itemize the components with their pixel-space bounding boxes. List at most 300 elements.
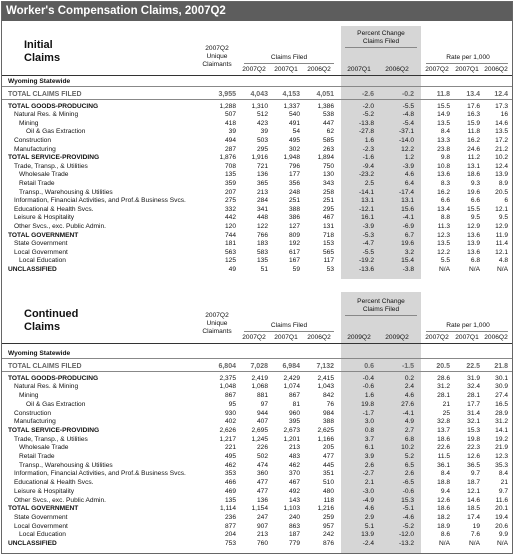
cell-value: -2.3: [362, 145, 374, 153]
cell-value: 32.4: [467, 383, 480, 391]
cell-value: 11.8: [436, 91, 450, 98]
claims-filed-underline: [244, 63, 334, 64]
cell-value: -5.5: [402, 102, 414, 110]
cell-value: -5.1: [402, 505, 414, 513]
row-label: TOTAL GOODS-PRODUCING: [8, 102, 99, 110]
cell-value: N/A: [497, 540, 508, 547]
cell-value: 81: [292, 400, 300, 408]
cell-value: 2,429: [283, 374, 300, 382]
region-label: [2, 349, 512, 358]
cell-value: 6.4: [404, 180, 414, 187]
cell-value: 12.4: [495, 162, 508, 170]
cell-value: 59: [292, 266, 300, 273]
cell-value: 135: [256, 257, 268, 265]
cell-value: 27.6: [401, 400, 414, 408]
cell-value: 6.6: [440, 197, 450, 205]
table-row: [2, 391, 512, 400]
cell-value: 1,074: [283, 383, 300, 391]
cell-value: 20.6: [495, 522, 508, 530]
cell-value: 19.8: [467, 435, 480, 443]
column-header: 2006Q2: [307, 66, 331, 73]
cell-value: 491: [288, 119, 300, 127]
table-row: [2, 382, 512, 391]
cell-value: 284: [256, 197, 268, 205]
cell-value: 32.1: [467, 418, 480, 426]
cell-value: 744: [224, 231, 236, 239]
cell-value: 617: [288, 248, 300, 256]
column-header: 2007Q2: [425, 334, 449, 341]
column-header: 2006Q2: [385, 66, 409, 73]
report-frame: [1, 1, 513, 554]
cell-value: 809: [288, 231, 300, 239]
cell-value: 1,166: [317, 435, 334, 443]
cell-value: 17.3: [495, 102, 508, 110]
cell-value: 0.2: [404, 374, 414, 382]
cell-value: 302: [288, 145, 300, 153]
table-row: [2, 539, 512, 548]
cell-value: 2,625: [317, 426, 334, 434]
cell-value: 20.5: [436, 363, 450, 370]
cell-value: 503: [256, 137, 268, 144]
cell-value: 15.5: [437, 102, 450, 110]
cell-value: 360: [256, 470, 268, 478]
table-row: [2, 443, 512, 452]
row-label: Information, Financial Activities, and Prof.& Business Svcs.: [14, 197, 186, 205]
cell-value: 708: [224, 162, 236, 170]
cell-value: 18.6: [437, 435, 450, 443]
cell-value: -13.2: [398, 540, 414, 547]
cell-value: -2.6: [361, 91, 374, 98]
cell-value: -14.0: [398, 137, 414, 144]
cell-value: 11.9: [495, 231, 508, 239]
cell-value: -3.9: [402, 162, 414, 170]
cell-value: 12.6: [437, 496, 450, 504]
column-header: 2006Q2: [307, 334, 331, 341]
unique-claimants-header: Claimants: [202, 328, 232, 335]
cell-value: N/A: [439, 266, 450, 273]
cell-value: 16.3: [467, 111, 480, 119]
row-label: Local Education: [19, 531, 66, 539]
row-label: Construction: [14, 409, 52, 417]
report-title: Worker's Compensation Claims, 2007Q2: [2, 2, 512, 21]
cell-value: -4.9: [362, 496, 374, 504]
unique-claimants-header: 2007Q2: [205, 312, 229, 319]
cell-value: 863: [288, 522, 300, 530]
table-row: [2, 452, 512, 461]
table-row: [2, 409, 512, 418]
cell-value: -6.5: [402, 479, 414, 487]
cell-value: 17.4: [467, 513, 480, 521]
cell-value: 6: [504, 197, 508, 205]
cell-value: 8.8: [440, 214, 450, 222]
cell-value: 21: [500, 479, 508, 487]
cell-value: 6.8: [470, 257, 480, 265]
cell-value: 27.4: [495, 392, 508, 400]
cell-value: 718: [322, 231, 334, 239]
row-label: Leisure & Hospitality: [14, 487, 75, 495]
cell-value: 12.3: [437, 231, 450, 239]
cell-value: 386: [288, 214, 300, 222]
row-label: TOTAL GOVERNMENT: [8, 231, 79, 239]
cell-value: 18.5: [467, 505, 480, 513]
cell-value: -0.4: [362, 374, 374, 382]
cell-value: 17.7: [467, 400, 480, 408]
cell-value: 13.6: [437, 171, 450, 179]
cell-value: 11.6: [495, 496, 508, 504]
cell-value: 97: [260, 400, 268, 408]
cell-value: 242: [322, 531, 334, 539]
cell-value: 120: [224, 223, 236, 230]
cell-value: 19.8: [361, 400, 374, 408]
cell-value: 1,217: [219, 435, 236, 443]
row-label: Educational & Health Svcs.: [14, 479, 94, 487]
cell-value: 466: [224, 479, 236, 487]
cell-value: 11.4: [495, 240, 508, 248]
cell-value: 957: [322, 522, 334, 530]
cell-value: 8.4: [498, 470, 508, 478]
cell-value: 477: [256, 479, 268, 487]
cell-value: 507: [224, 111, 236, 119]
cell-value: 480: [322, 487, 334, 495]
cell-value: 1,310: [251, 102, 268, 110]
cell-value: 18.6: [437, 505, 450, 513]
cell-value: 14.1: [495, 426, 508, 434]
cell-value: 8.3: [440, 180, 450, 187]
column-header: 2006Q2: [484, 334, 508, 341]
cell-value: 462: [224, 461, 236, 469]
cell-value: 13.1: [361, 197, 374, 205]
cell-value: 9.8: [440, 154, 450, 162]
rate-underline: [426, 63, 508, 64]
unique-claimants-header: Unique: [206, 53, 228, 60]
cell-value: 49: [228, 266, 236, 273]
cell-value: 31.4: [467, 409, 480, 417]
cell-value: 442: [224, 214, 236, 222]
table-row: [2, 374, 512, 383]
region-rule: [2, 86, 512, 87]
cell-value: 0.6: [364, 363, 374, 370]
cell-value: 1.6: [364, 137, 374, 144]
cell-value: 867: [224, 392, 236, 400]
cell-value: 263: [322, 145, 334, 153]
cell-value: 10.8: [437, 162, 450, 170]
cell-value: 495: [288, 137, 300, 144]
cell-value: 1,245: [251, 435, 268, 443]
cell-value: 12.9: [467, 223, 480, 230]
cell-value: 9.5: [498, 214, 508, 222]
cell-value: 13.4: [466, 91, 480, 98]
rate-per-1000-header: Rate per 1,000: [446, 54, 490, 61]
percent-change-underline: [345, 315, 417, 316]
cell-value: 2.4: [404, 383, 414, 391]
cell-value: -2.0: [362, 102, 374, 110]
cell-value: 31.9: [467, 374, 480, 382]
table-row: [2, 496, 512, 505]
cell-value: 721: [256, 162, 268, 170]
cell-value: -3.8: [402, 266, 414, 273]
cell-value: 13.5: [495, 128, 508, 136]
cell-value: 143: [288, 496, 300, 504]
cell-value: 127: [288, 223, 300, 230]
cell-value: 469: [224, 487, 236, 495]
cell-value: 21.8: [494, 363, 508, 370]
cell-value: 877: [224, 522, 236, 530]
section-title-line2: Claims: [24, 321, 61, 333]
cell-value: 287: [224, 145, 236, 153]
cell-value: 370: [288, 470, 300, 478]
cell-value: 17.6: [467, 102, 480, 110]
row-label: Trade, Transp., & Utilities: [14, 435, 88, 443]
cell-value: 11.8: [467, 128, 480, 136]
cell-value: 565: [322, 248, 334, 256]
row-label: Manufacturing: [14, 145, 56, 153]
percent-change-header: Claims Filed: [362, 306, 400, 313]
cell-value: 510: [322, 479, 334, 487]
cell-value: 36.1: [437, 461, 450, 469]
row-label: Transp., Warehousing & Utilities: [19, 188, 113, 196]
cell-value: 512: [256, 111, 268, 119]
cell-value: 17.2: [495, 137, 508, 144]
cell-value: 13.6: [467, 231, 480, 239]
cell-value: -37.1: [398, 128, 414, 136]
cell-value: 22.5: [466, 363, 480, 370]
cell-value: 295: [322, 205, 334, 213]
column-header: 2007Q1: [274, 66, 298, 73]
cell-value: N/A: [469, 266, 480, 273]
cell-value: 1,048: [219, 383, 236, 391]
cell-value: N/A: [439, 540, 450, 547]
cell-value: 12.2: [401, 145, 414, 153]
cell-value: -1.6: [362, 154, 374, 162]
cell-value: 13.6: [467, 248, 480, 256]
row-label: Construction: [14, 137, 52, 144]
cell-value: 3,955: [218, 91, 236, 98]
cell-value: 5.2: [404, 453, 414, 460]
cell-value: 876: [322, 540, 334, 547]
row-label: Natural Res. & Mining: [14, 111, 79, 119]
table-row: [2, 461, 512, 470]
cell-value: 23.8: [437, 145, 450, 153]
cell-value: 2.6: [404, 470, 414, 478]
cell-value: 135: [224, 496, 236, 504]
column-header: 2009Q2: [347, 334, 371, 341]
cell-value: 22.3: [467, 444, 480, 452]
cell-value: -4.1: [402, 214, 414, 222]
cell-value: -17.4: [398, 188, 414, 196]
column-header: 2007Q1: [455, 66, 479, 73]
percent-change-header: Claims Filed: [362, 38, 400, 45]
total-rule: [2, 99, 512, 100]
cell-value: 365: [256, 180, 268, 187]
cell-value: 343: [322, 180, 334, 187]
cell-value: 2,419: [251, 374, 268, 382]
cell-value: 462: [288, 461, 300, 469]
cell-value: 28.1: [437, 392, 450, 400]
section-title-line2: Claims: [24, 52, 61, 64]
rate-per-1000-header: Rate per 1,000: [446, 322, 490, 329]
cell-value: 19.4: [495, 513, 508, 521]
table-row: [2, 417, 512, 426]
cell-value: 11.3: [437, 223, 450, 230]
cell-value: 16: [500, 111, 508, 119]
cell-value: 6.7: [404, 231, 414, 239]
table-row: [2, 265, 512, 274]
cell-value: 5.1: [364, 522, 374, 530]
cell-value: 258: [322, 188, 334, 196]
cell-value: 842: [322, 392, 334, 400]
cell-value: -6.9: [402, 223, 414, 230]
cell-value: 14.9: [437, 111, 450, 119]
cell-value: 240: [288, 513, 300, 521]
cell-value: 540: [288, 111, 300, 119]
cell-value: 12.1: [495, 205, 508, 213]
table-row: [2, 400, 512, 409]
cell-value: 14.6: [495, 119, 508, 127]
cell-value: 359: [224, 180, 236, 187]
row-label: Mining: [19, 119, 39, 127]
cell-value: 1,916: [251, 154, 268, 162]
cell-value: -2.7: [362, 470, 374, 478]
cell-value: 1,043: [317, 383, 334, 391]
cell-value: 13.4: [437, 205, 450, 213]
table-row: [2, 90, 512, 99]
cell-value: 944: [256, 409, 268, 417]
column-header: 2007Q1: [274, 334, 298, 341]
cell-value: 779: [288, 540, 300, 547]
claims-filed-header: Claims Filed: [270, 54, 308, 61]
column-header: 2009Q2: [385, 334, 409, 341]
cell-value: 12.2: [437, 248, 450, 256]
cell-value: 118: [323, 496, 334, 504]
cell-value: 3.9: [364, 453, 374, 460]
cell-value: -14.1: [358, 188, 374, 196]
cell-value: 1,103: [283, 505, 300, 513]
cell-value: 6,804: [218, 363, 236, 370]
section-title-line1: Initial: [24, 39, 53, 51]
percent-change-underline: [345, 47, 417, 48]
cell-value: 131: [322, 223, 334, 230]
cell-value: 247: [256, 513, 268, 521]
cell-value: N/A: [469, 540, 480, 547]
cell-value: 117: [323, 257, 334, 265]
cell-value: 16.1: [361, 214, 374, 222]
cell-value: 15.6: [401, 205, 414, 213]
cell-value: 1,876: [219, 154, 236, 162]
cell-value: 9.4: [440, 487, 450, 495]
cell-value: 502: [256, 453, 268, 460]
initial-claims-section: [2, 21, 512, 279]
cell-value: 907: [256, 522, 268, 530]
cell-value: 12.9: [495, 223, 508, 230]
row-label: State Government: [14, 513, 68, 521]
row-label: Educational & Health Svcs.: [14, 205, 94, 213]
row-label: Wholesale Trade: [19, 171, 69, 179]
cell-value: -4.1: [402, 409, 414, 417]
cell-value: 418: [224, 119, 236, 127]
cell-value: -27.8: [358, 128, 374, 136]
cell-value: 15.3: [467, 426, 480, 434]
table-row: [2, 504, 512, 513]
row-label: TOTAL CLAIMS FILED: [8, 91, 82, 98]
cell-value: 13.9: [467, 240, 480, 248]
cell-value: 18.7: [467, 479, 480, 487]
cell-value: 407: [256, 418, 268, 426]
row-label: TOTAL GOODS-PRODUCING: [8, 374, 99, 382]
cell-value: 136: [256, 496, 268, 504]
cell-value: 563: [224, 248, 236, 256]
cell-value: 9.9: [498, 531, 508, 539]
row-label: Leisure & Hospitality: [14, 214, 75, 222]
cell-value: 13.7: [437, 426, 450, 434]
cell-value: 4.6: [404, 392, 414, 400]
row-label: Retail Trade: [19, 180, 55, 187]
cell-value: N/A: [497, 266, 508, 273]
cell-value: 295: [256, 145, 268, 153]
cell-value: 1.6: [364, 392, 374, 400]
cell-value: 192: [288, 240, 300, 248]
cell-value: 6.1: [364, 444, 374, 452]
cell-value: 1,894: [317, 154, 334, 162]
cell-value: 13.9: [361, 531, 374, 539]
unique-claimants-header: Claimants: [202, 61, 232, 68]
cell-value: 495: [224, 453, 236, 460]
cell-value: 477: [322, 453, 334, 460]
cell-value: 6.8: [404, 435, 414, 443]
cell-value: 22.6: [437, 444, 450, 452]
table-row: [2, 522, 512, 531]
cell-value: 10.2: [401, 444, 414, 452]
cell-value: 0.8: [364, 426, 374, 434]
cell-value: 251: [322, 197, 334, 205]
cell-value: 448: [256, 214, 268, 222]
cell-value: 867: [288, 392, 300, 400]
cell-value: 4.6: [404, 171, 414, 179]
cell-value: 1,201: [283, 435, 300, 443]
cell-value: 30.1: [495, 374, 508, 382]
cell-value: 153: [322, 240, 334, 248]
region-text: Wyoming Statewide: [8, 350, 71, 357]
cell-value: -12.0: [398, 531, 414, 539]
cell-value: 25: [442, 409, 450, 417]
cell-value: 11.2: [467, 154, 480, 162]
row-label: Local Government: [14, 248, 68, 256]
cell-value: 28.9: [495, 409, 508, 417]
table-row: [2, 435, 512, 444]
row-label: Local Education: [19, 257, 66, 265]
header-rule: [2, 75, 512, 76]
cell-value: 1,216: [317, 505, 334, 513]
cell-value: 1,288: [219, 102, 236, 110]
row-label: Natural Res. & Mining: [14, 383, 79, 391]
cell-value: 13.1: [401, 197, 414, 205]
table-row: [2, 426, 512, 435]
cell-value: 53: [326, 266, 334, 273]
row-label: Retail Trade: [19, 453, 55, 460]
cell-value: 341: [256, 205, 268, 213]
cell-value: 6,984: [282, 363, 300, 370]
cell-value: 30.9: [495, 383, 508, 391]
cell-value: 187: [288, 531, 300, 539]
row-label: TOTAL SERVICE-PROVIDING: [8, 154, 100, 162]
cell-value: 32.8: [437, 418, 450, 426]
cell-value: 2.1: [364, 479, 374, 487]
cell-value: 11.5: [437, 453, 450, 460]
cell-value: 8.9: [498, 180, 508, 187]
cell-value: 1,154: [251, 505, 268, 513]
row-label: State Government: [14, 240, 68, 248]
cell-value: 1,114: [219, 505, 236, 513]
cell-value: 21.2: [495, 145, 508, 153]
